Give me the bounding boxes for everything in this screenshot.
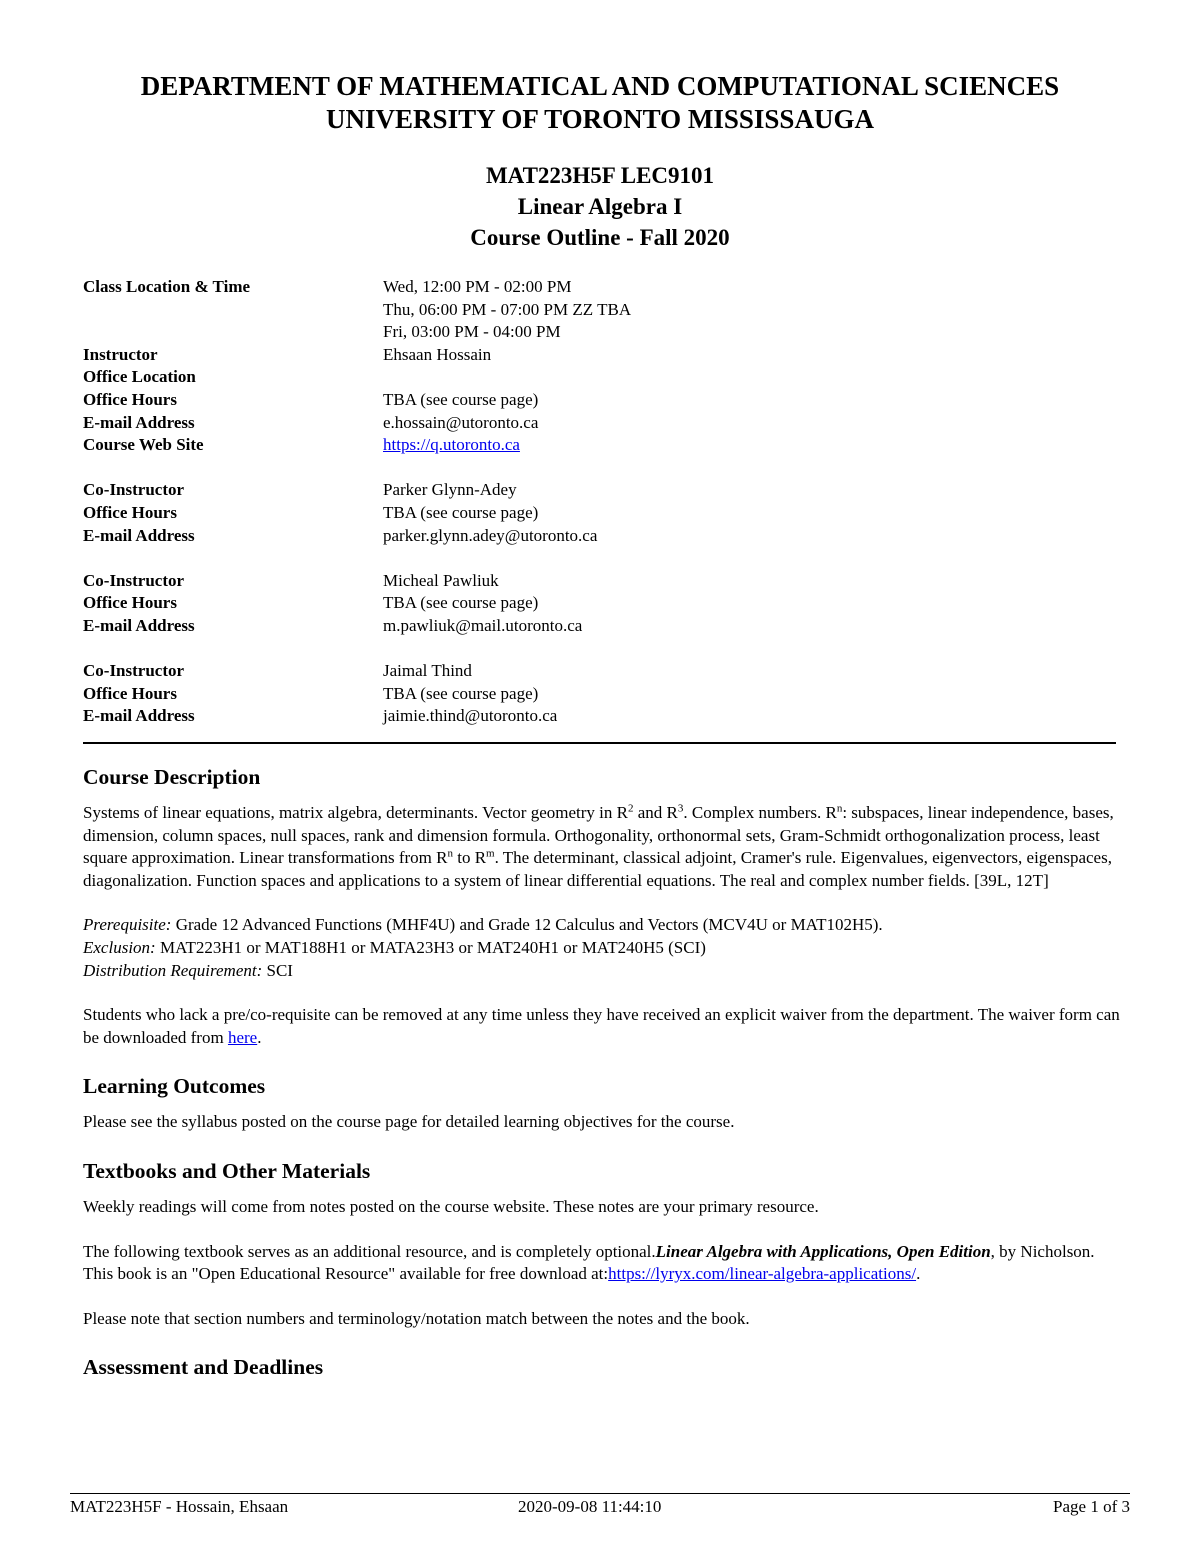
coinstructor-hours: TBA (see course page)	[383, 502, 539, 522]
course-code: MAT223H5F LEC9101	[485, 163, 715, 188]
textbooks-readings-text: Weekly readings will come from notes posted on the course website. These notes are your primary resource.	[83, 1196, 819, 1216]
coinstructor-email: jaimie.thind@utoronto.ca	[383, 706, 558, 726]
course-name: Linear Algebra I	[517, 194, 683, 219]
email-value: e.hossain@utoronto.ca	[383, 412, 539, 432]
department-header	[0, 70, 1200, 136]
info-row-coinstructor	[83, 660, 631, 683]
waiver-form-link[interactable]: here	[227, 1027, 258, 1047]
class-time: Wed, 12:00 PM - 02:00 PM	[383, 277, 572, 296]
course-description-heading: Course Description	[83, 765, 261, 789]
office-location-label: Office Location	[83, 367, 196, 387]
coinstructor-label: Co-Instructor	[83, 661, 185, 681]
waiver-text: Students who lack a pre/co-requisite can be removed at any time unless they have received an explicit waiver from the department. The waiver form can be downloaded from here.	[83, 1005, 1120, 1047]
office-hours-label: Office Hours	[83, 389, 177, 409]
info-row-office-location	[83, 366, 631, 389]
footer-timestamp: 2020-09-08 11:44:10	[518, 1497, 662, 1516]
textbook-notation-note: Please note that section numbers and terminology/notation match between the notes and the book.	[83, 1308, 750, 1328]
info-row-coinstructor-email	[83, 705, 631, 728]
info-row-coinstructor-email	[83, 525, 631, 548]
textbook-recommendation: The following textbook serves as an additional resource, and is completely optional.Linear Algebra with Applications, Open Edition, by Nicholson. This book is an "Open Educational Resource" available for free download at:https://lyryx.com/linear-algebra-applications/.	[83, 1241, 1095, 1284]
info-row-coinstructor-email	[83, 615, 631, 638]
prerequisite-line: Prerequisite: Grade 12 Advanced Functions (MHF4U) and Grade 12 Calculus and Vectors (MCV4U or MAT102H5).	[83, 915, 883, 935]
coinstructor-email: m.pawliuk@mail.utoronto.ca	[383, 615, 583, 635]
instructor-name: Ehsaan Hossain	[383, 344, 492, 364]
coinstructor-name: Parker Glynn-Adey	[383, 480, 517, 500]
coinstructor-name: Jaimal Thind	[383, 661, 472, 681]
office-hours-label: Office Hours	[83, 593, 177, 613]
info-row-coinstructor-hours	[83, 683, 631, 706]
email-label: E-mail Address	[83, 412, 195, 432]
course-info-table	[83, 276, 631, 728]
footer-page-number: Page 1 of 3	[1053, 1497, 1130, 1516]
requisites	[83, 914, 1123, 982]
course-header	[0, 160, 1200, 253]
info-row-coinstructor-hours	[83, 592, 631, 615]
department-name: DEPARTMENT OF MATHEMATICAL AND COMPUTATIONAL SCIENCES	[140, 71, 1060, 101]
office-hours-value: TBA (see course page)	[383, 389, 539, 409]
info-row-coinstructor-hours	[83, 502, 631, 525]
class-location-label: Class Location & Time	[83, 277, 251, 296]
coinstructor-email: parker.glynn.adey@utoronto.ca	[383, 525, 598, 545]
outline-title: Course Outline - Fall 2020	[470, 225, 730, 250]
learning-outcomes-text: Please see the syllabus posted on the course page for detailed learning objectives for the course.	[83, 1112, 735, 1132]
coinstructor-label: Co-Instructor	[83, 480, 185, 500]
coinstructor-hours: TBA (see course page)	[383, 683, 539, 703]
university-name: UNIVERSITY OF TORONTO MISSISSAUGA	[326, 104, 874, 134]
email-label: E-mail Address	[83, 706, 195, 726]
office-hours-label: Office Hours	[83, 502, 177, 522]
course-description-text: Systems of linear equations, matrix algebra, determinants. Vector geometry in $R^2$ and $R^3$. Complex numbers. $R^n$: subspaces, linear independence, bases, dimension, column spaces, null spaces, rank and dimension formula. Orthogonality, orthonormal sets, Gram-Schmidt orthogonalization process, least square approximation. Linear transformations from $R^n$ to $R^m$. The determinant, classical adjoint, Cramer's rule. Eigenvalues, eigenvectors, eigenspaces, diagonalization. Function spaces and applications to a system of linear differential equations. The real and complex number fields. [39L, 12T]	[83, 802, 1114, 890]
class-times	[383, 276, 631, 344]
info-row-instructor	[83, 344, 631, 367]
textbooks-heading: Textbooks and Other Materials	[83, 1158, 371, 1183]
info-row-class	[83, 276, 631, 344]
footer-course-instructor: MAT223H5F - Hossain, Ehsaan	[70, 1497, 289, 1516]
info-row-office-hours	[83, 389, 631, 412]
class-time: Fri, 03:00 PM - 04:00 PM	[383, 322, 561, 342]
main-content	[83, 762, 1123, 1392]
coinstructor-name: Micheal Pawliuk	[383, 570, 499, 590]
office-hours-label: Office Hours	[83, 683, 177, 703]
instructor-label: Instructor	[83, 344, 158, 364]
info-row-email	[83, 412, 631, 435]
exclusion-line: Exclusion: MAT223H1 or MAT188H1 or MATA23H3 or MAT240H1 or MAT240H5 (SCI)	[83, 937, 706, 957]
textbook-title: Linear Algebra with Applications, Open Edition	[655, 1241, 991, 1261]
info-row-coinstructor	[83, 570, 631, 593]
coinstructor-hours: TBA (see course page)	[383, 593, 539, 613]
email-label: E-mail Address	[83, 525, 195, 545]
assessment-heading: Assessment and Deadlines	[83, 1355, 324, 1380]
distribution-line: Distribution Requirement: SCI	[83, 960, 293, 980]
learning-outcomes-heading: Learning Outcomes	[83, 1074, 266, 1099]
website-label: Course Web Site	[83, 435, 204, 455]
coinstructor-label: Co-Instructor	[83, 570, 185, 590]
textbook-download-link[interactable]: https://lyryx.com/linear-algebra-applications/	[608, 1264, 917, 1284]
section-divider	[83, 742, 1116, 744]
footer-divider	[70, 1493, 1130, 1494]
info-row-website	[83, 434, 631, 457]
email-label: E-mail Address	[83, 615, 195, 635]
class-time: Thu, 06:00 PM - 07:00 PM ZZ TBA	[383, 299, 632, 319]
info-row-coinstructor	[83, 479, 631, 502]
course-website-link[interactable]: https://q.utoronto.ca	[383, 435, 520, 455]
